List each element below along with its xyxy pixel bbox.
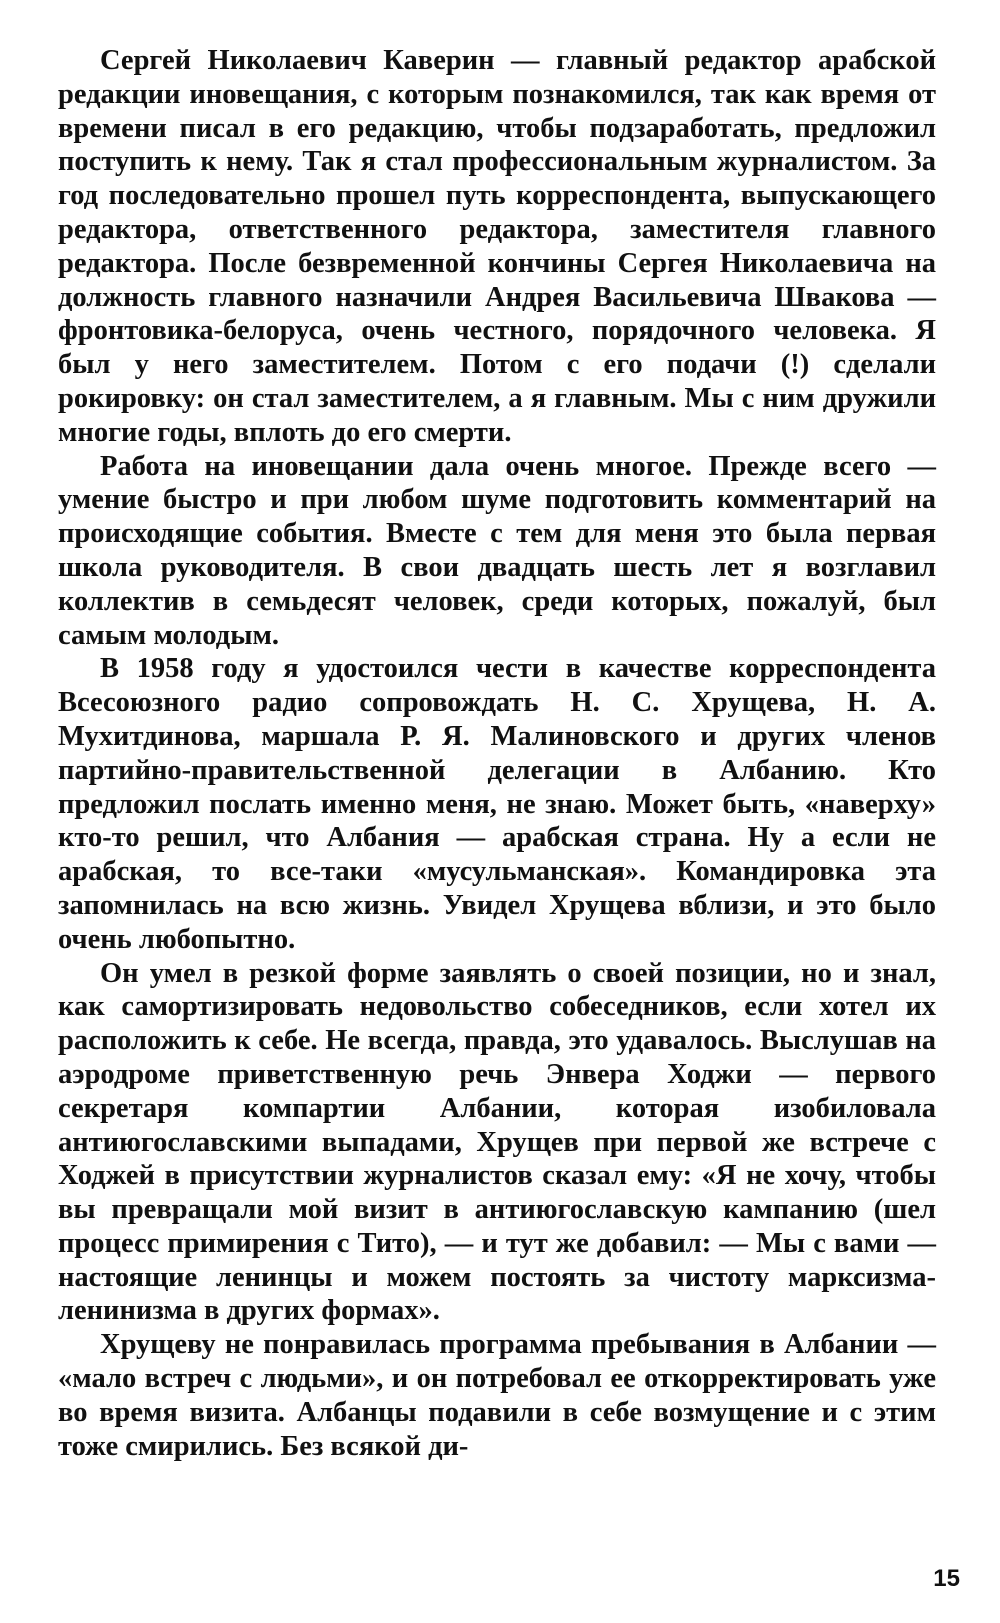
page-number: 15 bbox=[933, 1565, 960, 1592]
paragraph-4: Он умел в резкой форме заявлять о своей позиции, но и знал, как самортизировать недовольство собеседников, если хотел их расположить к себе. Не всегда, правда, это удавалось. Выслушав на аэродроме приветственную речь Энвера Ходжи — первого секретаря компартии Албании, которая изобиловала антиюгославскими выпадами, Хрущев при первой же встрече с Ходжей в присутствии журналистов сказал ему: «Я не хочу, чтобы вы превращали мой визит в антиюгославскую кампанию (шел процесс примирения с Тито), — и тут же добавил: — Мы с вами — настоящие ленинцы и можем постоять за чистоту марксизма-ленинизма в других формах». bbox=[58, 957, 936, 1327]
paragraph-3: В 1958 году я удостоился чести в качестве корреспондента Всесоюзного радио сопровождать Н. С. Хрущева, Н. А. Мухитдинова, маршала Р. Я. Малиновского и других членов партийно-правительственной делегации в Албанию. Кто предложил послать именно меня, не знаю. Может быть, «наверху» кто-то решил, что Албания — арабская страна. Ну а если не арабская, то все-таки «мусульманская». Командировка эта запомнилась на всю жизнь. Увидел Хрущева вблизи, и это было очень любопытно. bbox=[58, 653, 936, 955]
paragraph-5: Хрущеву не понравилась программа пребывания в Албании — «мало встреч с людьми», и он потребовал ее откорректировать уже во время визита. Албанцы подавили в себе возмущение и с этим тоже смирились. Без всякой ди- bbox=[58, 1329, 936, 1462]
paragraph-2: Работа на иновещании дала очень многое. Прежде всего — умение быстро и при любом шуме подготовить комментарий на происходящие события. Вместе с тем для меня это была первая школа руководителя. В свои двадцать шесть лет я возглавил коллектив в семьдесят человек, среди которых, пожалуй, был самым молодым. bbox=[58, 450, 936, 651]
paragraph-1: Сергей Николаевич Каверин — главный редактор арабской редакции иновещания, с которым познакомился, так как время от времени писал в его редакцию, чтобы подзаработать, предложил поступить к нему. Так я стал профессиональным журналистом. За год последовательно прошел путь корреспондента, выпускающего редактора, ответственного редактора, заместителя главного редактора. После безвременной кончины Сергея Николаевича на должность главного назначили Андрея Васильевича Швакова — фронтовика-белоруса, очень честного, порядочного человека. Я был у него заместителем. Потом с его подачи (!) сделали рокировку: он стал заместителем, а я главным. Мы с ним дружили многие годы, вплоть до его смерти. bbox=[58, 45, 936, 448]
book-page bbox=[58, 44, 936, 1604]
